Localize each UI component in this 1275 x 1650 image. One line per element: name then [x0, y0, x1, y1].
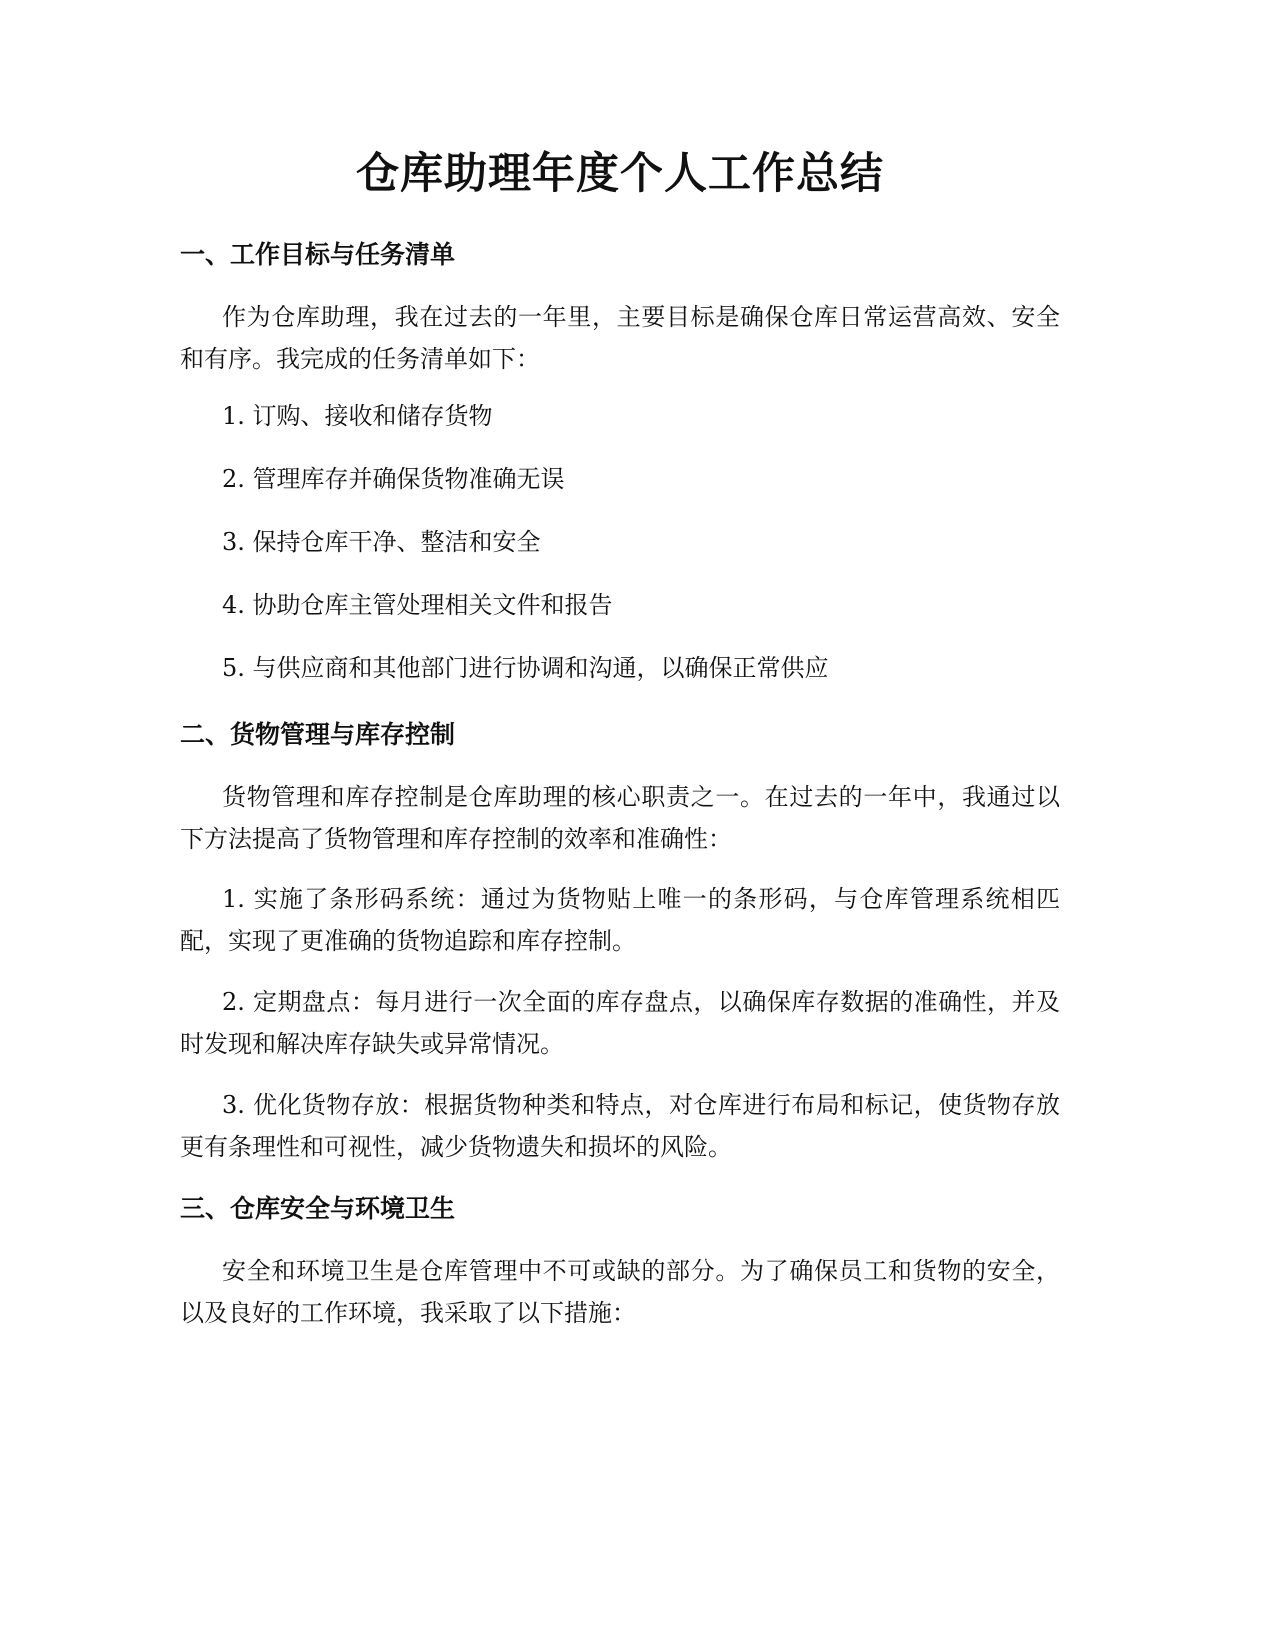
list-item: 2. 管理库存并确保货物准确无误 — [222, 465, 565, 493]
numbered-paragraph: 2. 定期盘点：每月进行一次全面的库存盘点，以确保库存数据的准确性，并及时发现和解决库存缺失或异常情况。 — [180, 988, 1060, 1058]
section-2-intro: 货物管理和库存控制是仓库助理的核心职责之一。在过去的一年中，我通过以下方法提高了货物管理和库存控制的效率和准确性： — [180, 783, 1060, 853]
list-item: 3. 保持仓库干净、整洁和安全 — [222, 528, 541, 556]
numbered-paragraph: 3. 优化货物存放：根据货物种类和特点，对仓库进行布局和标记，使货物存放更有条理性和可视性，减少货物遗失和损坏的风险。 — [180, 1091, 1060, 1161]
section-heading-1: 一、工作目标与任务清单 — [180, 240, 456, 269]
list-item: 1. 订购、接收和储存货物 — [222, 402, 493, 430]
list-item: 5. 与供应商和其他部门进行协调和沟通，以确保正常供应 — [222, 654, 829, 682]
section-3-intro: 安全和环境卫生是仓库管理中不可或缺的部分。为了确保员工和货物的安全，以及良好的工作环境，我采取了以下措施： — [180, 1257, 1060, 1327]
document-title: 仓库助理年度个人工作总结 — [356, 149, 884, 199]
section-heading-2: 二、货物管理与库存控制 — [180, 720, 456, 749]
numbered-paragraph: 1. 实施了条形码系统：通过为货物贴上唯一的条形码，与仓库管理系统相匹配，实现了更准确的货物追踪和库存控制。 — [180, 885, 1060, 955]
section-heading-3: 三、仓库安全与环境卫生 — [180, 1194, 456, 1223]
section-1-intro: 作为仓库助理，我在过去的一年里，主要目标是确保仓库日常运营高效、安全和有序。我完成的任务清单如下： — [180, 303, 1060, 373]
list-item: 4. 协助仓库主管处理相关文件和报告 — [222, 591, 613, 619]
